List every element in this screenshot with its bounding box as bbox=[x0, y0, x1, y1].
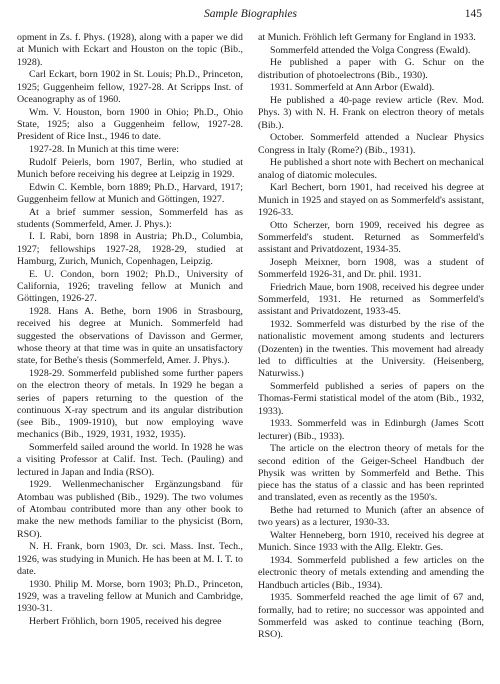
paragraph: at Munich. Fröhlich left Germany for England in 1933. bbox=[258, 32, 476, 43]
paragraph: 1927-28. In Munich at this time were: bbox=[29, 143, 180, 155]
paragraph: Bethe had returned to Munich (after an absence of two years) as a lecturer, 1930-33. bbox=[258, 505, 484, 529]
paragraph: N. H. Frank, born 1903, Dr. sci. Mass. Inst. Tech., 1926, was studying in Munich. He has been at M. I. T. to date. bbox=[17, 541, 243, 577]
paragraph: He published a paper with G. Schur on the distribution of photoelectrons (Bib., 1930). bbox=[258, 57, 484, 81]
paragraph: E. U. Condon, born 1902; Ph.D., University of California, 1926; traveling fellow at Munich and Göttingen, 1926-27. bbox=[17, 268, 243, 305]
right-column bbox=[258, 32, 484, 642]
paragraph: He published a 40-page review article (Rev. Mod. Phys. 3) with N. H. Frank on electron theory of metals (Bib.). bbox=[258, 95, 484, 131]
paragraph: 1930. Philip M. Morse, born 1903; Ph.D., Princeton, 1929, was a traveling fellow at Munich and Cambridge, 1930-31. bbox=[17, 578, 243, 615]
paragraph: 1931. Sommerfeld at Ann Arbor (Ewald). bbox=[270, 82, 435, 94]
paragraph: 1928. Hans A. Bethe, born 1906 in Strasbourg, received his degree at Munich. Sommerfeld had suggested the observations of Davisson and Germer, whose theory at that time was in quite an unsatisfactory state, for Bethe's thesis (Sommerfeld, Amer. J. Phys.). bbox=[17, 306, 243, 367]
paragraph: 1928-29. Sommerfeld published some further papers on the electron theory of metals. In 1929 he began a series of papers returning to the question of the continuous X-ray spectrum and its angular distribution (see Bib., 1909-1910), but now employing wave mechanics (Bib., 1929, 1931, 1932, 1935). bbox=[17, 367, 243, 441]
paragraph: The article on the electron theory of metals for the second edition of the Geiger-Scheel Handbuch der Physik was written by Sommerfeld and Bethe. This piece has the status of a classic and has been reprinted and translated, even as recently as the 1950's. bbox=[258, 443, 484, 504]
paragraph: He published a short note with Bechert on mechanical analog of diatomic molecules. bbox=[258, 157, 484, 181]
running-header bbox=[17, 8, 484, 24]
paragraph: Otto Scherzer, born 1909, received his degree as Sommerfeld's student. Returned as Sommerfeld's assistant and Privatdozent, 1934-35. bbox=[258, 219, 484, 256]
paragraph: opment in Zs. f. Phys. (1928), along with a paper we did at Munich with Eckart and Houston on the topic (Bib., 1928). bbox=[17, 32, 243, 68]
paragraph: Walter Henneberg, born 1910, received his degree at Munich. Since 1933 with the Allg. Elektr. Ges. bbox=[258, 530, 484, 554]
paragraph: 1934. Sommerfeld published a few articles on the electronic theory of metals extending and amending the Handbuch articles (Bib., 1934). bbox=[258, 555, 484, 591]
paragraph: I. I. Rabi, born 1898 in Austria; Ph.D., Columbia, 1927; fellowships 1927-28, 1928-29, studied at Hamburg, Zurich, Munich, Copenhagen, Leipzig. bbox=[17, 231, 243, 268]
paragraph: Friedrich Maue, born 1908, received his degree under Sommerfeld, 1931. He returned as Sommerfeld's assistant and Privatdozent, 1933-45. bbox=[258, 281, 484, 318]
paragraph: At a brief summer session, Sommerfeld has as students (Sommerfeld, Amer. J. Phys.): bbox=[17, 206, 243, 230]
paragraph: Herbert Fröhlich, born 1905, received his degree bbox=[29, 615, 222, 627]
paragraph: Joseph Meixner, born 1908, was a student of Sommerfeld 1926-31, and Dr. phil. 1931. bbox=[258, 256, 484, 281]
paragraph: Karl Bechert, born 1901, had received his degree at Munich in 1925 and stayed on as Sommerfeld's assistant, 1926-33. bbox=[258, 182, 484, 218]
running-title: Sample Biographies bbox=[204, 8, 297, 20]
paragraph: 1933. Sommerfeld was in Edinburgh (James Scott lecturer) (Bib., 1933). bbox=[258, 418, 484, 442]
left-column bbox=[17, 32, 243, 642]
paragraph: Carl Eckart, born 1902 in St. Louis; Ph.D., Princeton, 1925; Guggenheim fellow, 1927-28. At Scripps Inst. of Oceanography as of 1960. bbox=[17, 69, 243, 105]
page-number: 145 bbox=[464, 8, 482, 20]
paragraph: 1929. Wellenmechanischer Ergänzungsband für Atombau was published (Bib., 1929). The two volumes of Atombau contributed more than any other book to make the new methods familiar to the physicist (Born, RSO). bbox=[17, 479, 243, 540]
paragraph: October. Sommerfeld attended a Nuclear Physics Congress in Italy (Rome?) (Bib., 1931). bbox=[258, 132, 484, 156]
paragraph: Wm. V. Houston, born 1900 in Ohio; Ph.D., Ohio State, 1925; also a Guggenheim fellow, 1927-28. President of Rice Inst., 1946 to date. bbox=[17, 106, 243, 143]
paragraph: Sommerfeld published a series of papers on the Thomas-Fermi statistical model of the atom (Bib., 1932, 1933). bbox=[258, 381, 484, 417]
paragraph: Rudolf Peierls, born 1907, Berlin, who studied at Munich before receiving his degree at Leipzig in 1929. bbox=[17, 156, 243, 180]
paragraph: 1932. Sommerfeld was disturbed by the rise of the nationalistic movement among students and lecturers (Dozenten) in the twenties. This movement had already led to difficulties at the University. (Heisenberg, Naturwiss.) bbox=[258, 319, 484, 380]
paragraph: Edwin C. Kemble, born 1889; Ph.D., Harvard, 1917; Guggenheim fellow at Munich and Göttingen, 1927. bbox=[17, 181, 243, 205]
paragraph: 1935. Sommerfeld reached the age limit of 67 and, formally, had to retire; no successor was appointed and Sommerfeld was asked to continue teaching (Born, RSO). bbox=[258, 592, 484, 641]
two-column-body bbox=[17, 32, 484, 642]
paragraph: Sommerfeld attended the Volga Congress (Ewald). bbox=[270, 44, 471, 56]
paragraph: Sommerfeld sailed around the world. In 1928 he was a visiting Professor at Calif. Inst. Tech. (Pauling) and lectured in Japan and India (RSO). bbox=[17, 442, 243, 478]
